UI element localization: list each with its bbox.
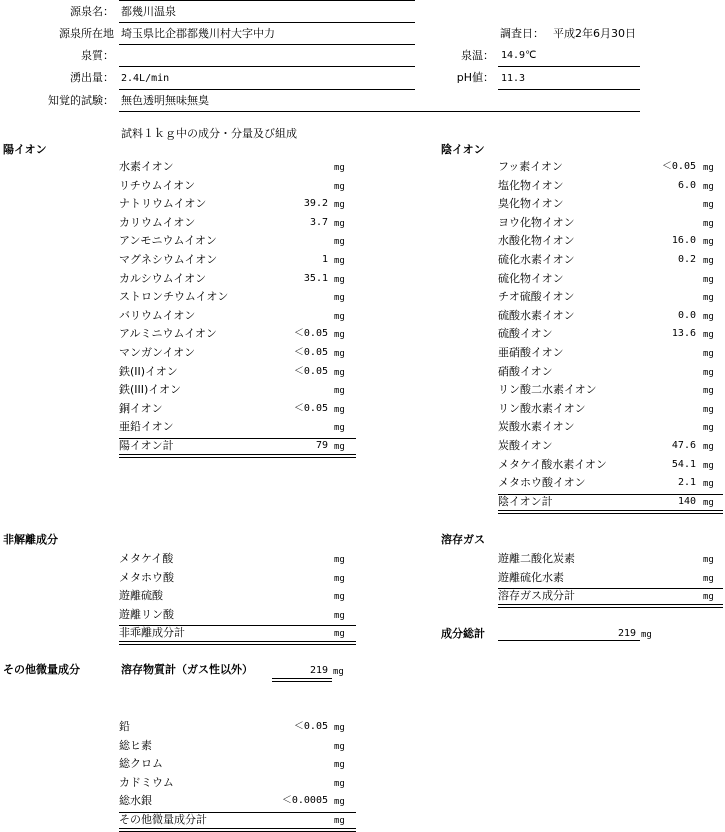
component-value: 2.1 bbox=[677, 477, 696, 489]
component-value: ＜0.05 bbox=[293, 347, 328, 358]
component-value: 13.6 bbox=[671, 328, 696, 340]
cations-row bbox=[119, 400, 356, 418]
component-name: メタケイ酸水素イオン bbox=[498, 457, 607, 471]
grand-total-unit: mg bbox=[641, 630, 652, 640]
temperature: 14.9℃ bbox=[501, 50, 537, 61]
divider bbox=[119, 438, 356, 439]
anions-total-row bbox=[498, 493, 723, 511]
anions-row bbox=[498, 158, 723, 176]
ph: 11.3 bbox=[501, 73, 526, 84]
dissolved-total-value: 219 bbox=[309, 665, 328, 676]
unit-label: mg bbox=[703, 181, 714, 192]
double-divider bbox=[119, 828, 356, 832]
component-value: ＜0.05 bbox=[293, 365, 328, 377]
double-divider bbox=[498, 604, 723, 608]
unit-label: mg bbox=[334, 797, 345, 808]
unit-label: mg bbox=[334, 592, 345, 603]
cations-row bbox=[119, 325, 356, 343]
component-value: 47.6 bbox=[671, 440, 696, 451]
double-divider bbox=[119, 454, 356, 458]
anions-row bbox=[498, 325, 723, 343]
component-value: ＜0.05 bbox=[661, 161, 696, 172]
component-name: 硫酸イオン bbox=[498, 327, 553, 341]
component-name: 遊離硫化水素 bbox=[498, 570, 564, 584]
anions-row bbox=[498, 400, 723, 418]
undissociated-row bbox=[119, 550, 356, 568]
unit-label: mg bbox=[703, 237, 714, 248]
survey-date: 平成2年6月30日 bbox=[553, 27, 636, 40]
anions-row bbox=[498, 307, 723, 325]
anions-row bbox=[498, 251, 723, 269]
dissolved-total-unit: mg bbox=[333, 667, 344, 677]
component-value: ＜0.05 bbox=[293, 328, 328, 340]
anions-row bbox=[498, 363, 723, 381]
component-name: 銅イオン bbox=[119, 401, 163, 415]
cations-row bbox=[119, 418, 356, 436]
unit-label: mg bbox=[334, 778, 345, 789]
unit-label: mg bbox=[334, 816, 345, 826]
unit-label: mg bbox=[334, 555, 345, 565]
cations-row bbox=[119, 344, 356, 362]
unit-label: mg bbox=[334, 349, 345, 359]
cations-row bbox=[119, 195, 356, 213]
sensory: 無色透明無味無臭 bbox=[121, 94, 209, 107]
total-label: その他微量成分計 bbox=[119, 813, 207, 826]
unit-label: mg bbox=[334, 200, 345, 211]
unit-label: mg bbox=[334, 423, 345, 434]
anions-row bbox=[498, 195, 723, 213]
component-name: メタケイ酸 bbox=[119, 552, 174, 565]
unit-label: mg bbox=[334, 629, 345, 640]
component-name: 炭酸水素イオン bbox=[498, 420, 575, 434]
anions-row bbox=[498, 288, 723, 306]
component-name: カリウムイオン bbox=[119, 215, 196, 229]
divider bbox=[498, 89, 640, 90]
component-name: アンモニウムイオン bbox=[119, 234, 217, 248]
component-name: カドミウム bbox=[119, 775, 174, 789]
total-value: 140 bbox=[677, 495, 696, 507]
cations-row bbox=[119, 363, 356, 381]
dissolved-total-label: 溶存物質計（ガス性以外） bbox=[121, 663, 253, 676]
unit-label: mg bbox=[334, 256, 345, 266]
total-label: 陽イオン計 bbox=[119, 439, 174, 452]
total-label: 陰イオン計 bbox=[498, 494, 553, 508]
cations-row bbox=[119, 251, 356, 269]
component-name: 水酸化物イオン bbox=[498, 234, 575, 248]
undissociated-row bbox=[119, 569, 356, 587]
anions-row bbox=[498, 270, 723, 288]
component-name: 炭酸イオン bbox=[498, 439, 553, 452]
component-name: カルシウムイオン bbox=[119, 271, 207, 285]
component-name: 硫化水素イオン bbox=[498, 253, 575, 266]
component-name: 塩化物イオン bbox=[498, 178, 564, 192]
divider bbox=[119, 812, 356, 813]
anions-row bbox=[498, 214, 723, 232]
unit-label: mg bbox=[703, 349, 714, 359]
unit-label: mg bbox=[703, 274, 714, 285]
trace-row bbox=[119, 792, 356, 810]
trace-total-row bbox=[119, 811, 356, 829]
unit-label: mg bbox=[334, 741, 345, 752]
component-name: 鉛 bbox=[119, 720, 130, 733]
cations-row bbox=[119, 270, 356, 288]
spring-quality-label: 泉質： bbox=[81, 49, 114, 62]
sensory-label: 知覚的試験： bbox=[48, 94, 114, 107]
unit-label: mg bbox=[334, 367, 345, 378]
component-name: 亜鉛イオン bbox=[119, 420, 174, 434]
unit-label: mg bbox=[703, 442, 714, 452]
component-value: 16.0 bbox=[671, 235, 696, 247]
cations-row bbox=[119, 214, 356, 232]
component-value: ＜0.05 bbox=[293, 402, 328, 414]
cations-row bbox=[119, 232, 356, 250]
divider bbox=[498, 66, 640, 67]
divider bbox=[119, 22, 415, 23]
unit-label: mg bbox=[703, 479, 714, 490]
cations-row bbox=[119, 158, 356, 176]
divider bbox=[119, 0, 415, 1]
component-name: チオ硫酸イオン bbox=[498, 290, 575, 304]
component-value: ＜0.0005 bbox=[281, 795, 328, 807]
component-value: 0.2 bbox=[677, 254, 696, 265]
divider bbox=[119, 625, 356, 626]
trace-heading: その他微量成分 bbox=[3, 663, 80, 676]
unit-label: mg bbox=[703, 386, 714, 397]
grand-total-label: 成分総計 bbox=[441, 627, 485, 640]
source-name-label: 源泉名： bbox=[70, 5, 114, 18]
trace-row bbox=[119, 774, 356, 792]
unit-label: mg bbox=[703, 256, 714, 266]
unit-label: mg bbox=[334, 237, 345, 248]
anions-row bbox=[498, 381, 723, 399]
unit-label: mg bbox=[703, 555, 714, 565]
divider bbox=[119, 89, 415, 90]
unit-label: mg bbox=[703, 311, 714, 322]
unit-label: mg bbox=[334, 386, 345, 397]
unit-label: mg bbox=[703, 497, 714, 508]
component-name: 鉄(II)イオン bbox=[119, 364, 178, 378]
total-label: 溶存ガス成分計 bbox=[498, 589, 575, 603]
component-name: フッ素イオン bbox=[498, 160, 563, 173]
component-value: 35.1 bbox=[303, 272, 328, 284]
unit-label: mg bbox=[703, 330, 714, 341]
anions-row bbox=[498, 418, 723, 436]
component-name: 総水銀 bbox=[119, 794, 152, 808]
undissociated-heading: 非解離成分 bbox=[3, 533, 58, 546]
unit-label: mg bbox=[334, 330, 345, 341]
component-name: 遊離硫酸 bbox=[119, 589, 163, 603]
unit-label: mg bbox=[334, 163, 345, 173]
component-name: 遊離二酸化炭素 bbox=[498, 552, 575, 565]
double-divider bbox=[119, 641, 356, 645]
unit-label: mg bbox=[703, 200, 714, 211]
trace-row bbox=[119, 718, 356, 736]
component-name: メタホウ酸イオン bbox=[498, 476, 586, 490]
unit-label: mg bbox=[334, 274, 345, 285]
survey-date-label: 調査日： bbox=[500, 27, 544, 40]
anions-row bbox=[498, 456, 723, 474]
component-value: 54.1 bbox=[671, 458, 696, 470]
unit-label: mg bbox=[703, 592, 714, 603]
component-value: 3.7 bbox=[309, 216, 328, 228]
component-name: 遊離リン酸 bbox=[119, 607, 174, 621]
unit-label: mg bbox=[334, 610, 345, 621]
unit-label: mg bbox=[334, 760, 345, 771]
unit-label: mg bbox=[334, 573, 345, 584]
component-name: 総ヒ素 bbox=[119, 738, 152, 752]
total-label: 非乖離成分計 bbox=[119, 626, 185, 640]
anions-row bbox=[498, 437, 723, 455]
cations-row bbox=[119, 381, 356, 399]
component-value: 6.0 bbox=[677, 179, 696, 191]
flow: 2.4L/min bbox=[121, 73, 170, 84]
source-name: 都幾川温泉 bbox=[121, 5, 176, 18]
anions-row bbox=[498, 474, 723, 492]
component-name: アルミニウムイオン bbox=[119, 327, 217, 341]
trace-row bbox=[119, 755, 356, 773]
cations-row bbox=[119, 307, 356, 325]
component-name: 硫化物イオン bbox=[498, 271, 564, 285]
grand-total-value: 219 bbox=[617, 628, 636, 639]
dissolved_gas-row bbox=[498, 550, 723, 568]
location-label: 源泉所在地 bbox=[59, 27, 114, 40]
undissociated-row bbox=[119, 606, 356, 624]
unit-label: mg bbox=[334, 404, 345, 415]
dissolved-gas-heading: 溶存ガス bbox=[441, 533, 485, 546]
component-name: 硝酸イオン bbox=[498, 364, 553, 378]
unit-label: mg bbox=[703, 163, 714, 173]
divider bbox=[119, 66, 415, 67]
component-name: ストロンチウムイオン bbox=[119, 290, 229, 304]
component-name: マグネシウムイオン bbox=[119, 253, 218, 266]
component-name: 臭化物イオン bbox=[498, 197, 564, 211]
anions-heading: 陰イオン bbox=[441, 143, 485, 156]
unit-label: mg bbox=[703, 367, 714, 378]
component-name: リン酸水素イオン bbox=[498, 401, 586, 415]
trace-row bbox=[119, 737, 356, 755]
cations-total-row bbox=[119, 437, 356, 455]
unit-label: mg bbox=[703, 460, 714, 471]
subtitle: 試料１ｋｇ中の成分・分量及び組成 bbox=[121, 127, 297, 140]
component-name: ナトリウムイオン bbox=[119, 197, 207, 211]
unit-label: mg bbox=[334, 311, 345, 322]
temperature-label: 泉温： bbox=[461, 49, 494, 62]
location: 埼玉県比企郡都幾川村大字中力 bbox=[121, 27, 275, 40]
unit-label: mg bbox=[334, 293, 345, 304]
divider bbox=[498, 494, 723, 495]
unit-label: mg bbox=[334, 723, 345, 733]
anions-row bbox=[498, 177, 723, 195]
cations-row bbox=[119, 177, 356, 195]
component-name: 総クロム bbox=[119, 757, 163, 771]
component-name: 鉄(III)イオン bbox=[119, 383, 181, 397]
divider bbox=[119, 44, 415, 45]
ph-label: pH値： bbox=[456, 71, 494, 84]
component-name: メタホウ酸 bbox=[119, 570, 174, 584]
component-name: リチウムイオン bbox=[119, 178, 196, 192]
component-name: バリウムイオン bbox=[119, 308, 196, 322]
anions-row bbox=[498, 232, 723, 250]
unit-label: mg bbox=[703, 293, 714, 304]
divider bbox=[498, 640, 640, 641]
unit-label: mg bbox=[334, 181, 345, 192]
dissolved_gas-row bbox=[498, 569, 723, 587]
total-value: 79 bbox=[315, 440, 328, 451]
double-divider bbox=[272, 678, 332, 682]
component-name: 亜硝酸イオン bbox=[498, 346, 564, 359]
unit-label: mg bbox=[334, 218, 345, 229]
component-value: ＜0.05 bbox=[293, 721, 328, 732]
component-name: 水素イオン bbox=[119, 160, 174, 173]
undissociated-row bbox=[119, 587, 356, 605]
dissolved_gas-total-row bbox=[498, 587, 723, 605]
divider bbox=[119, 111, 640, 112]
component-name: ヨウ化物イオン bbox=[498, 215, 575, 229]
component-value: 0.0 bbox=[677, 309, 696, 321]
undissociated-total-row bbox=[119, 624, 356, 642]
flow-label: 湧出量： bbox=[70, 71, 114, 84]
unit-label: mg bbox=[703, 423, 714, 434]
cations-row bbox=[119, 288, 356, 306]
component-name: リン酸二水素イオン bbox=[498, 383, 597, 397]
component-name: マンガンイオン bbox=[119, 346, 196, 359]
anions-row bbox=[498, 344, 723, 362]
component-name: 硫酸水素イオン bbox=[498, 308, 575, 322]
unit-label: mg bbox=[703, 404, 714, 415]
unit-label: mg bbox=[703, 573, 714, 584]
double-divider bbox=[498, 510, 723, 514]
component-value: 1 bbox=[321, 254, 328, 265]
cations-heading: 陽イオン bbox=[3, 143, 47, 156]
divider bbox=[498, 588, 723, 589]
component-value: 39.2 bbox=[303, 198, 328, 210]
unit-label: mg bbox=[703, 218, 714, 229]
unit-label: mg bbox=[334, 442, 345, 452]
